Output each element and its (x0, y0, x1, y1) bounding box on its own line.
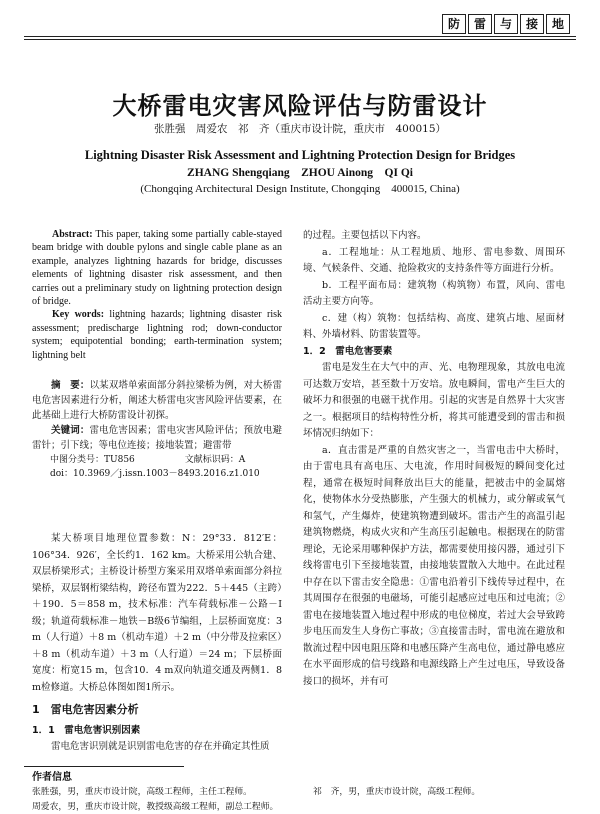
document-code: 文献标识码：A (184, 455, 246, 465)
abstract-zh-text: 以某双塔单索面部分斜拉梁桥为例，对大桥雷电危害因素进行分析，阐述大桥雷电灾害风险评估要素，在此基础上进行大桥防雷设计初探。 (32, 380, 282, 421)
running-char: 雷 (468, 14, 492, 34)
running-header (440, 14, 570, 34)
running-char: 与 (494, 14, 518, 34)
abstract-zh-label: 摘 要： (51, 380, 90, 391)
paper-title-zh: 大桥雷电灾害风险评估与防雷设计 (112, 92, 488, 120)
clc-number: 中图分类号：TU856 (50, 455, 135, 465)
author-info-title: 作者信息 (32, 772, 72, 783)
author-info-line: 张胜强，男，重庆市设计院，高级工程师，主任工程师。 (32, 787, 252, 797)
keywords-zh-text: 雷电危害因素；雷电灾害风险评估；预放电避雷针；引下线；等电位连接；接地装置；避雷带 (32, 425, 282, 451)
section-heading: 1 雷电危害因素分析 (32, 703, 139, 716)
paragraph: 的过程。主要包括以下内容。 (303, 230, 427, 241)
header-rule (24, 36, 576, 37)
classification-line (32, 453, 282, 467)
header-rule (24, 39, 576, 40)
paragraph: 雷电是发生在大气中的声、光、电物理现象，其放电电流可达数万安培，甚至数十万安培。放电瞬间，雷电产生巨大的破坏力和很强的电磁干扰作用。引起的灾害是自然界十大灾害之一。根据项目的结构特性分析，将其可能遭受到的雷击和损坏情况归纳如下： (303, 362, 565, 439)
abstract-en-label: Abstract: (52, 229, 93, 240)
doi: doi：10.3969／j.issn.1003－8493.2016.z1.010 (50, 469, 260, 479)
footnote-rule (24, 766, 184, 767)
abstract-en (32, 228, 282, 308)
intro-block (32, 531, 282, 756)
affiliation-en: (Chongqing Architectural Design Institute, Chongqing 400015, China) (140, 183, 460, 195)
authors-en: ZHANG Shengqiang ZHOU Ainong QI Qi (187, 167, 413, 179)
abstract-zh (32, 378, 282, 423)
keywords-zh (32, 423, 282, 453)
paper-title-en: Lightning Disaster Risk Assessment and Lightning Protection Design for Bridges (84, 148, 516, 162)
keywords-zh-label: 关键词： (51, 425, 90, 436)
authors-zh: 张胜强 周爱农 祁 齐（重庆市设计院，重庆市 400015） (153, 123, 447, 135)
subsection-heading: 1．1 雷电危害识别因素 (32, 724, 141, 736)
abstract-zh-block (32, 378, 282, 481)
running-char: 接 (520, 14, 544, 34)
author-info-line: 周爱农，男，重庆市设计院，教授级高级工程师，副总工程师。 (32, 802, 279, 812)
intro-paragraph: 某大桥项目地理位置参数：N：29°33．812′E：106°34．926′，全长约1．162 km。大桥采用公轨合建、双层桥梁形式；主桥设计桥型方案采用双塔单索面部分斜拉梁桥，双层钢桁梁结构，跨径布置为222．5＋445（主跨）＋190．5＝858 m，技术标准：汽车荷载标准－公路－Ⅰ级；轨道荷载标准－地铁－B级6节编组，上层桥面宽度：3 m（人行道）＋8 m（机动车道）＋2 m（中分带及拉索区）＋8 m（机动车道）＋3 m（人行道）＝24 m；下层桥面宽度：桁宽15 m，包含10．4 m双向轨道交通及两侧1．8 m检修道。大桥总体图如图1所示。 (32, 533, 282, 693)
subsection-heading: 1．2 雷电危害要素 (303, 345, 393, 357)
author-info-line: 祁 齐，男，重庆市设计院，高级工程师。 (313, 787, 481, 797)
left-column (32, 228, 282, 362)
list-item: c．建（构）筑物：包括结构、高度、建筑占地、屋面材料、外墙材料、防雷装置等。 (303, 312, 565, 340)
keywords-en-label: Key words: (52, 309, 105, 321)
running-char: 防 (442, 14, 466, 34)
right-column (303, 228, 565, 690)
keywords-en (32, 308, 282, 362)
running-char: 地 (546, 14, 570, 34)
paragraph: 雷电危害识别就是识别雷电危害的存在并确定其性质 (51, 741, 270, 752)
keywords-en-text: lightning hazards; lightning disaster risk assessment; predischarge lightning rod; down-conductor system; equipotential bonding; earth-termination system; lightning belt (32, 309, 283, 361)
list-item: a．工程地址：从工程地质、地形、雷电参数、周围环境、气候条件、交通、抢险救灾的支持条件等方面进行分析。 (303, 246, 565, 274)
abstract-en-text: This paper, taking some partially cable-stayed beam bridge with double pylons and single cable plane as an example, analyzes lightning hazards for bridge, discusses elements of lightning disaster risk assessment, and then carries out a preliminary study on lightning protection design of bridge. (32, 229, 282, 308)
list-item: b．工程平面布局：建筑物（构筑物）布置，风向、雷电活动主要方向等。 (303, 279, 565, 307)
list-item: a．直击雷是严重的自然灾害之一，当雷电击中大桥时，由于雷电具有高电压、大电流，作用时间极短的瞬间变化过程，通常在极短时间释放出巨大的能量，把被击中的金属熔化，使物体水分受热膨胀，产生强大的机械力，或分解或氧气和氢气，产生爆炸，使建筑物遭到破坏。雷击产生的高温引起建筑物燃烧，构成火灾和产生高压引起触电。根据现在的防雷理论，无论采用哪种保护方法，都需要使用接闪器，通过引下线将雷电引下至接地装置，由接地装置散入大地中。在此过程中存在以下雷击安全隐患：①雷电沿着引下线传导过程中，在其周围存在很强的电磁场，可能引起感应过电压和过电流；②雷电在接地装置入地过程中形成的电位梯度，若过大会导致跨步电压而发生人身伤亡事故；③直接雷击时，雷电流在避放和散流过程中因电阻压降和电感压降产生高电位，通过静电感应在水平面形成的信号线路和电源线路上产生过电压，导致设备接口的损坏，并有可 (303, 444, 565, 687)
